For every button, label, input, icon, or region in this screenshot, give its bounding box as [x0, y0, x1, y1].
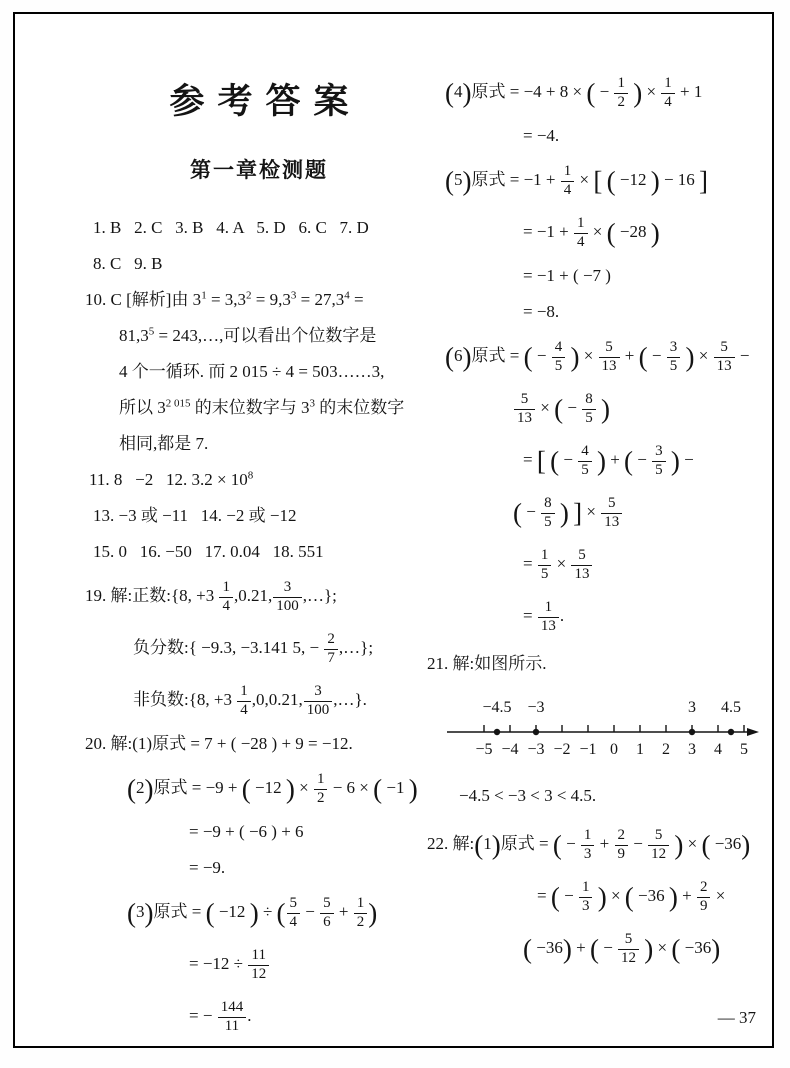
svg-text:−3: −3	[527, 741, 545, 758]
svg-text:1: 1	[636, 741, 644, 758]
answer-line: = −4.	[523, 126, 560, 145]
fraction: $\frac{1}{2}$	[314, 771, 328, 807]
fraction: $\frac{3}{5}$	[667, 339, 681, 375]
svg-text:−3: −3	[527, 699, 545, 716]
fraction: $\frac{8}{5}$	[541, 495, 555, 531]
fraction: $\frac{144}{11}$	[218, 999, 247, 1035]
answer-line: = $\frac{1}{5}$ × $\frac{5}{13}$	[523, 538, 779, 590]
left-column	[85, 60, 433, 1042]
number-line-figure	[441, 696, 779, 770]
fraction: $\frac{3}{100}$	[304, 683, 333, 719]
answer-line: $\frac{5}{13}$ × ( − $\frac{8}{5}$ )	[513, 382, 779, 434]
answer-line: 22. 解:(1)原式 = ( − $\frac{1}{3}$ + $\frac{2}{9}$ − $\frac{5}{12}$ ) × ( −36)	[427, 827, 751, 862]
answer-line: (6)原式 = ( − $\frac{4}{5}$ ) × $\frac{5}{13}$ + ( − $\frac{3}{5}$ ) × $\frac{5}{13}$ −	[445, 339, 750, 374]
right-column	[427, 66, 779, 974]
page-title: 参考答案	[169, 82, 362, 121]
fraction: $\frac{1}{3}$	[581, 827, 595, 863]
fraction: $\frac{1}{4}$	[219, 579, 233, 615]
svg-text:−2: −2	[553, 741, 571, 758]
fraction: $\frac{1}{13}$	[538, 599, 559, 635]
fraction: $\frac{1}{4}$	[661, 75, 675, 111]
svg-text:3: 3	[688, 741, 696, 758]
answer-line: = ( − $\frac{1}{3}$ ) × ( −36 ) + $\frac{2}{9}$ ×	[537, 879, 726, 914]
answer-line: 1. B 2. C 3. B 4. A 5. D 6. C 7. D	[93, 218, 369, 237]
fraction: $\frac{4}{5}$	[552, 339, 566, 375]
fraction: $\frac{5}{13}$	[601, 495, 622, 531]
answer-line: (5)原式 = −1 + $\frac{1}{4}$ × [ ( −12 ) − 16 ]	[445, 163, 709, 198]
fraction: $\frac{2}{9}$	[615, 827, 629, 863]
fraction: $\frac{8}{5}$	[582, 391, 596, 427]
answer-line: 15. 0 16. −50 17. 0.04 18. 551	[93, 542, 324, 561]
fraction: $\frac{5}{12}$	[648, 827, 669, 863]
answer-line: = −9.	[189, 858, 226, 877]
fraction: $\frac{5}{6}$	[320, 895, 334, 931]
answer-line: 所以 $3^{2 015}$ 的末位数字与 $3^3$ 的末位数字	[119, 397, 405, 417]
page-number: — 37	[717, 1008, 756, 1027]
section-title: 第一章检测题	[190, 158, 328, 182]
answer-line: (2)原式 = −9 + ( −12 ) × $\frac{1}{2}$ − 6 × ( −1 )	[127, 771, 418, 806]
fraction: $\frac{5}{13}$	[514, 391, 535, 427]
fraction: $\frac{5}{13}$	[571, 547, 592, 583]
svg-text:−5: −5	[475, 741, 493, 758]
svg-text:5: 5	[740, 741, 748, 758]
fraction: $\frac{1}{2}$	[354, 895, 368, 931]
fraction: $\frac{1}{5}$	[538, 547, 552, 583]
answer-line: 10. C [解析]由 $3^1 = 3,3^2 = 9,3^3 = 27,3^4$ =	[85, 289, 364, 309]
svg-text:−4: −4	[501, 741, 519, 758]
fraction: $\frac{1}{2}$	[614, 75, 628, 111]
fraction: $\frac{5}{12}$	[618, 931, 639, 967]
fraction: $\frac{5}{4}$	[287, 895, 301, 931]
answer-line: = −8.	[523, 302, 560, 321]
answer-line: 11. 8 −2 12. $3.2 \times 10^8$	[89, 469, 254, 489]
page-frame	[13, 12, 774, 1048]
answer-line: = − $\frac{144}{11}$ .	[189, 999, 252, 1034]
fraction: $\frac{5}{13}$	[714, 339, 735, 375]
answer-line: 20. 解:(1)原式 = 7 + ( −28 ) + 9 = −12.	[85, 734, 353, 753]
answer-line: (4)原式 = −4 + 8 × ( − $\frac{1}{2}$ ) × $\frac{1}{4}$ + 1	[445, 75, 703, 110]
answer-line: 4 个一循环. 而 2 015 ÷ 4 = 503……3,	[119, 362, 385, 381]
fraction: $\frac{2}{7}$	[324, 631, 338, 667]
answer-line: = −9 + ( −6 ) + 6	[189, 822, 304, 841]
svg-text:4: 4	[714, 741, 722, 758]
answer-line: ( −36) + ( − $\frac{5}{12}$ ) × ( −36)	[523, 931, 721, 966]
right-answer-lines-top	[427, 66, 779, 682]
answer-line: 相同,都是 7.	[119, 434, 209, 453]
left-answer-lines	[85, 210, 433, 1042]
svg-text:3: 3	[688, 699, 696, 716]
answer-line: 21. 解:如图所示.	[427, 654, 547, 673]
fraction: $\frac{1}{4}$	[237, 683, 251, 719]
answer-line: = [ ( − $\frac{4}{5}$ ) + ( − $\frac{3}{5}$ ) −	[523, 443, 694, 478]
fraction: $\frac{2}{9}$	[697, 879, 711, 915]
answer-line: = $\frac{1}{13}$ .	[523, 599, 565, 634]
svg-text:−1: −1	[579, 741, 597, 758]
fraction: $\frac{4}{5}$	[578, 443, 592, 479]
answer-line: 负分数:{ −9.3, −3.141 5, − $\frac{2}{7}$ ,…};	[133, 631, 374, 666]
number-line-svg	[441, 696, 765, 770]
answer-line: = −12 ÷ $\frac{11}{12}$	[189, 938, 433, 990]
answer-line: $81,3^5$ = 243,…,可以看出个位数字是	[119, 325, 377, 345]
answer-line: (3)原式 = ( −12 ) ÷ ( $\frac{5}{4}$ − $\frac{5}{6}$ + $\frac{1}{2}$ )	[127, 895, 378, 930]
answer-line: 8. C 9. B	[93, 254, 163, 273]
svg-text:−4.5: −4.5	[482, 699, 512, 716]
answer-line: −4.5 < −3 < 3 < 4.5.	[459, 786, 597, 805]
fraction: $\frac{1}{3}$	[579, 879, 593, 915]
answer-line: 非负数:{8, +3 $\frac{1}{4}$ ,0,0.21, $\frac{3}{100}$ ,…}.	[133, 683, 367, 718]
svg-text:4.5: 4.5	[721, 699, 741, 716]
fraction: $\frac{3}{5}$	[652, 443, 666, 479]
answer-line: ( − $\frac{8}{5}$ ) ] × $\frac{5}{13}$	[513, 486, 779, 538]
answer-line: = −1 + $\frac{1}{4}$ × ( −28 )	[523, 215, 660, 250]
answer-line: = −1 + ( −7 )	[523, 266, 611, 285]
svg-text:0: 0	[610, 741, 618, 758]
fraction: $\frac{3}{100}$	[273, 579, 302, 615]
answer-line: 13. −3 或 −11 14. −2 或 −12	[93, 506, 297, 525]
fraction: $\frac{5}{13}$	[599, 339, 620, 375]
answer-line: 19. 解:正数:{8, +3 $\frac{1}{4}$ ,0.21, $\frac{3}{100}$ ,…};	[85, 579, 337, 614]
fraction: $\frac{1}{4}$	[574, 215, 588, 251]
right-answer-lines-bottom	[427, 778, 779, 974]
fraction: $\frac{11}{12}$	[248, 947, 269, 983]
fraction: $\frac{1}{4}$	[561, 163, 575, 199]
svg-text:2: 2	[662, 741, 670, 758]
